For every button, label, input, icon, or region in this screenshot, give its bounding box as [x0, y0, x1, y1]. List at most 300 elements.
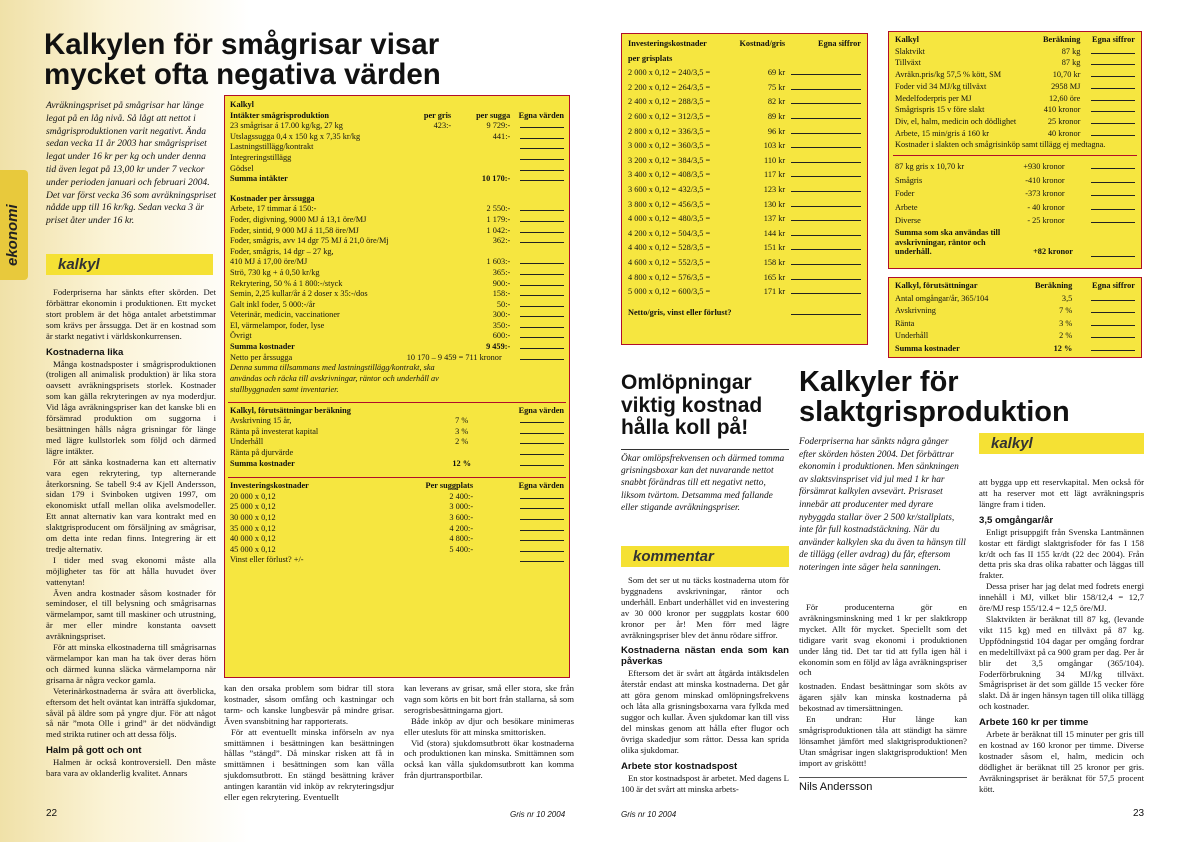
table-cell: 25 000 x 0,12 [230, 502, 276, 512]
col-header: per gris [423, 110, 452, 120]
subheading: Arbete stor kostnadspost [621, 760, 738, 772]
fill-in-line[interactable] [520, 492, 564, 499]
col-header: per sugga [476, 110, 511, 120]
title-line: viktig kostnad [621, 393, 763, 417]
kalkyl-label-right: kalkyl [979, 433, 1144, 454]
table-cell: 350:- [492, 320, 511, 330]
table-row [893, 293, 1137, 306]
table-row [228, 226, 566, 237]
table-row [893, 46, 1137, 58]
table-row [228, 121, 566, 132]
table-row [893, 128, 1137, 140]
calc-box-forutsattning [888, 277, 1142, 358]
table-cell: - 25 kronor [1027, 216, 1065, 226]
fill-in-line[interactable] [791, 214, 861, 221]
table-cell: 5 000 x 0,12 = 600/3,5 = [628, 287, 711, 297]
table-cell: 4 200 x 0,12 = 504/3,5 = [628, 228, 711, 238]
calc-box-invest [621, 33, 868, 345]
fill-in-line[interactable] [1091, 82, 1135, 89]
footer-right: Gris nr 10 2004 [621, 810, 677, 819]
table-cell: 103 kr [763, 141, 786, 151]
table-cell: Smågris [895, 175, 923, 185]
table-cell: 4 800:- [449, 534, 474, 544]
table-cell: 1 179:- [486, 214, 511, 224]
left-title [44, 30, 441, 89]
invest-table [626, 37, 863, 320]
summary-row [893, 228, 1137, 257]
col-header: Egna siffror [1092, 35, 1135, 44]
table-cell: Medelfoderpris per MJ [895, 93, 972, 103]
table-row [893, 330, 1137, 343]
table-cell: 410 kronor [1043, 105, 1081, 115]
fill-in-line[interactable] [520, 448, 564, 455]
table-cell: 1 603:- [486, 257, 511, 267]
table-cell: 3 % [1059, 318, 1073, 328]
fill-in-line[interactable] [520, 524, 564, 531]
fill-in-line[interactable] [520, 279, 564, 286]
table-row [893, 201, 1137, 215]
fill-in-line[interactable] [520, 310, 564, 317]
table-cell: 12 % [1053, 343, 1073, 353]
table-cell: 2 % [1059, 331, 1073, 341]
table-row [228, 132, 566, 143]
table-row [893, 318, 1137, 331]
table-cell: 2 400:- [449, 491, 474, 501]
col-header: Kalkyl [895, 35, 919, 44]
fill-in-line[interactable] [1091, 117, 1135, 124]
fill-in-line[interactable] [791, 273, 861, 280]
table-cell: Netto/gris, vinst eller förlust? [628, 307, 732, 317]
table-cell: Avskrivning [895, 306, 936, 316]
table-cell: Övrigt [230, 331, 252, 341]
fill-in-line[interactable] [1091, 47, 1135, 54]
table-cell: 3 800 x 0,12 = 456/3,5 = [628, 199, 711, 209]
col-header: Per suggplats [425, 481, 474, 491]
table-row [228, 279, 566, 290]
fill-in-line[interactable] [1091, 344, 1135, 351]
table-cell: Avräkn.pris/kg 57,5 % kött, SM [895, 70, 1002, 80]
slaktgris-column-2 [979, 477, 1144, 795]
table-cell: 10 170 – 9 459 = 711 kronor [406, 352, 502, 362]
fill-in-line[interactable] [520, 427, 564, 434]
title-line: Kalkyler för [799, 366, 959, 398]
table-cell: Antal omgångar/år, 365/104 [895, 293, 989, 303]
table-row [228, 153, 566, 164]
fill-in-line[interactable] [520, 289, 564, 296]
table-row [228, 416, 566, 427]
paragraph: Eftersom det är svårt att åtgärda intäktsdelen återstår endast att minska kostnaderna. Det går att göra genom minskad omlöpningsfrekvens och låta alla grisningsboxarna vara fylkda med suggor och kullar. Även sjukdomar kan till viss del minskas genom att hålla efter flugor och övriga skadedjur som råttor. Dessa kan sprida olika sjukdomar. [621, 668, 789, 755]
section-heading: Intäkter smågrisproduktion [230, 110, 330, 120]
kalkyl-label-left: kalkyl [46, 254, 213, 275]
table-cell: 171 kr [763, 287, 786, 297]
table-cell: Utslagssugga 0,4 x 150 kg x 7,35 kr/kg [230, 131, 361, 141]
table-row [626, 198, 863, 213]
table-cell: Foder [895, 189, 915, 199]
fill-in-line[interactable] [791, 185, 861, 192]
fill-in-line[interactable] [1091, 306, 1135, 313]
fill-in-line[interactable] [520, 545, 564, 552]
fill-in-line[interactable] [520, 502, 564, 509]
table-row [228, 534, 566, 545]
table-row [893, 81, 1137, 93]
table-cell: 10 170:- [481, 174, 511, 184]
table-row [228, 459, 566, 470]
table-row [626, 110, 863, 125]
paragraph: kan den orsaka problem som bidrar till stora kostnader, såsom omfång och kastningar och tarm- och kanske lungbesvär på mindre grisar. Även svansbitning har rapporterats. [224, 683, 394, 726]
table-cell: 2 800 x 0,12 = 336/3,5 = [628, 126, 711, 136]
fill-in-line[interactable] [1091, 216, 1135, 223]
fill-in-line[interactable] [791, 97, 861, 104]
subheading: Halm på gott och ont [46, 745, 142, 757]
table-row [228, 448, 566, 459]
table-row [228, 142, 566, 153]
table-row [626, 125, 863, 140]
table-row [228, 215, 566, 226]
fill-in-line[interactable] [1091, 94, 1135, 101]
footer-left: Gris nr 10 2004 [510, 810, 566, 819]
table-row [228, 300, 566, 311]
table-cell: -410 kronor [1025, 175, 1065, 185]
forutsattning-table [893, 280, 1137, 356]
fill-in-line[interactable] [520, 459, 564, 466]
table-row [626, 271, 863, 286]
table-row [893, 160, 1137, 174]
subheading: Arbete 160 kr per timme [979, 717, 1089, 729]
fill-in-line[interactable] [520, 142, 564, 149]
col-header: Investeringskostnader [628, 39, 707, 48]
paragraph: Halmen är också kontroversiell. Den måste bara vara av oklanderlig kvalitet. Annars [46, 757, 216, 779]
table-cell: Summa kostnader [230, 342, 295, 352]
fill-in-line[interactable] [520, 236, 564, 243]
table-row [228, 437, 566, 448]
table-cell: 3 % [455, 426, 469, 436]
fill-in-line[interactable] [1091, 58, 1135, 65]
table-cell: 7 % [1059, 306, 1073, 316]
fill-in-line[interactable] [1091, 250, 1135, 257]
table-cell: 23 smågrisar á 17.00 kg/kg, 27 kg [230, 121, 343, 131]
calc-box-smagris [224, 95, 570, 678]
table-row [626, 66, 863, 81]
table-row [626, 306, 863, 321]
table-row [893, 305, 1137, 318]
table-cell: 130 kr [763, 199, 786, 209]
table-row [893, 187, 1137, 201]
fill-in-line[interactable] [1091, 319, 1135, 326]
table-cell: Arbete, 15 min/gris á 160 kr [895, 128, 990, 138]
table-cell: 40 000 x 0,12 [230, 534, 276, 544]
paragraph: Som det ser ut nu täcks kostnaderna utom för byggnadens avskrivningar, räntor och underhåll. Enbart underhållet vid en investering av 30 000 kronor per suggplats kostar 600 kronor per år! Men förr med lägre avräkningspriser blev det ännu rödare siffror. [621, 575, 789, 640]
table-cell: 2 000 x 0,12 = 240/3,5 = [628, 68, 711, 78]
table-row [228, 513, 566, 524]
table-row [626, 154, 863, 169]
fill-in-line[interactable] [520, 153, 564, 160]
table-cell: 2 550:- [486, 204, 511, 214]
table-cell: 20 000 x 0,12 [230, 491, 276, 501]
paragraph: Både inköp av djur och besökare minimeras eller utesluts för att minska smittorisken. [404, 715, 574, 737]
fill-in-line[interactable] [791, 83, 861, 90]
fill-in-line[interactable] [1091, 331, 1135, 338]
fill-in-line[interactable] [520, 353, 564, 360]
paragraph: En stor kostnadspost är arbetet. Med dagens L 100 är det svårt att minska arbets- [621, 772, 789, 794]
fill-in-line[interactable] [1091, 203, 1135, 210]
table-cell: 4 400 x 0,12 = 528/3,5 = [628, 243, 711, 253]
page-number-right: 23 [1133, 808, 1145, 819]
table-cell: 25 kronor [1047, 116, 1081, 126]
page-number-left: 22 [46, 808, 58, 819]
table-row [228, 427, 566, 438]
fill-in-line[interactable] [791, 112, 861, 119]
fill-in-line[interactable] [520, 174, 564, 181]
slakt-table-result [893, 160, 1137, 228]
col-header: Beräkning [1034, 281, 1073, 290]
table-cell: 3 600 x 0,12 = 432/3,5 = [628, 184, 711, 194]
table-cell: Foder, smågris, 14 dgr – 27 kg, [230, 246, 334, 256]
table-cell: - 40 kronor [1027, 202, 1065, 212]
fill-in-line[interactable] [791, 156, 861, 163]
table-row [893, 93, 1137, 105]
table-cell: 600:- [492, 331, 511, 341]
paragraph: För att eventuellt minska införseln av nya smittämnen i besättningen kan besättningen hållas ”stängd”. Då minskar risken att få in smittämnen i besättningen som kan vålla sjukdomsutbrott. En stängd besättning kräver antingen karantän vid inköp av rekryteringsdjur eller egen rekrytering. Eventuellt [224, 726, 394, 803]
omlopning-lead: Ökar omlöpsfrekvensen och därmed tomma grisningsboxar kan det nuvarande nettot snabbt förändras till ett negativt netto, liksom tvärtom. Detsamma med fallande eller stigande avräkningspriser. [621, 454, 785, 513]
fill-in-line[interactable] [520, 513, 564, 520]
table-row [626, 168, 863, 183]
table-cell: 96 kr [767, 126, 786, 136]
fill-in-line[interactable] [791, 308, 861, 315]
fill-in-line[interactable] [520, 555, 564, 562]
table-cell: 30 000 x 0,12 [230, 512, 276, 522]
table-row [228, 236, 566, 247]
table-cell: 4 000 x 0,12 = 480/3,5 = [628, 214, 711, 224]
left-title-line1: Kalkylen för smågrisar visar [44, 28, 440, 61]
table-row [228, 257, 566, 268]
paragraph: kostnaden. Endast besättningar som sköts av ägaren själv kan minska kostnaderna på bekostnad av timersättningen. [799, 681, 967, 714]
omlopning-column [621, 575, 789, 795]
fill-in-line[interactable] [1091, 70, 1135, 77]
table-row [626, 183, 863, 198]
slaktgris-lead: Foderpriserna har sänkts några gånger efter skörden hösten 2004. Det förbättrar ekonomin i produktionen. Men sänkningen av slaktsvinspriset vid jul med 1 kr har försämrat kalkylen avsevärt. Prisraset innebär att producenter med dyrare nybyggda stallar över 2 500 kr/stallplats, inte får full kostnadstäckning. När du använder kalkylen ska du även ta hänsyn till de tillägg (eller avdrag) du får, eftersom noteringen inte säger hela sanningen. [799, 437, 966, 573]
paragraph: Arbete är beräknat till 15 minuter per gris till en kostnad av 160 kronor per timme. Diverse kostnader såsom el, halm, medicin och dödlighet är beräknat till 25 kronor per gris. Avräkningspriset är beräknat för 57,5 procent kött. [979, 729, 1144, 794]
table-row [228, 204, 566, 215]
fill-in-line[interactable] [791, 229, 861, 236]
table-cell: 117 kr [764, 170, 786, 180]
table-cell: Rekrytering, 50 % á 1 800:-/styck [230, 278, 343, 288]
fill-in-line[interactable] [791, 200, 861, 207]
fill-in-line[interactable] [520, 416, 564, 423]
table-row [228, 310, 566, 321]
table-cell: 158:- [492, 289, 511, 299]
table-cell: -373 kronor [1025, 189, 1065, 199]
table-cell: 144 kr [763, 228, 786, 238]
table-row [893, 174, 1137, 188]
table-cell: Summa kostnader [895, 343, 960, 353]
col-header: Egna siffror [1092, 281, 1135, 290]
fill-in-line[interactable] [791, 68, 861, 75]
left-title-line2: mycket ofta negativa värden [44, 57, 441, 91]
fill-in-line[interactable] [520, 226, 564, 233]
fill-in-line[interactable] [1091, 176, 1135, 183]
title-line: Omlöpningar [621, 371, 752, 394]
author-byline: Nils Andersson [799, 781, 873, 793]
table-cell [405, 132, 453, 143]
table-cell: Vinst eller förlust? +/- [230, 555, 304, 565]
table-row [626, 95, 863, 110]
fill-in-line[interactable] [520, 215, 564, 222]
subheading: Kostnaderna lika [46, 346, 124, 358]
table-row [228, 353, 566, 364]
paragraph: Även andra kostnader såsom kostnader för semindoser, el till belysning och smågrisarnas värmelampor, samt till maskiner och utrustning, är mer eller mindre konstanta oavsett avräkningspriset. [46, 587, 216, 642]
table-cell: 362:- [492, 236, 511, 246]
table-cell: 2 200 x 0,12 = 264/3,5 = [628, 82, 711, 92]
fill-in-line[interactable] [791, 243, 861, 250]
table-cell: 4 200:- [449, 523, 474, 533]
paragraph: Vid (stora) sjukdomsutbrott ökar kostnaderna och produktionen kan minska. Smittämnen som också kan vålla sjukdomsutbrott kan komma från djurtransportbilar. [404, 737, 574, 781]
table-cell: El, värmelampor, foder, lyse [230, 320, 325, 330]
col-subheader: per grisplats [628, 53, 673, 63]
fill-in-line[interactable] [791, 258, 861, 265]
table-cell: Gödsel [230, 163, 254, 173]
table-row [228, 502, 566, 513]
table-cell: Summa intäkter [230, 174, 288, 184]
table-cell: 2 % [455, 437, 469, 447]
table-cell: Lastningstillägg/kontrakt [230, 142, 314, 152]
title-line: hålla koll på! [621, 416, 749, 439]
table-cell: Strö, 730 kg + á 0,50 kr/kg [230, 267, 320, 277]
fill-in-line[interactable] [520, 132, 564, 139]
fill-in-line[interactable] [1091, 189, 1135, 196]
col-header: Egna värden [518, 481, 564, 491]
paragraph: Dessa priser har jag delat med fodrets energi innehåll i MJ, vilket blir 158/12,4 = 12,7 öre/MJ resp 155/12.4 = 12,5 öre/MJ. [979, 581, 1144, 614]
table-cell: Summa kostnader [230, 458, 295, 468]
box-title: Kalkyl [230, 100, 254, 109]
table-cell: Foder, smågris, avv 14 dgr 75 MJ á 21,0 öre/Mj [230, 236, 389, 246]
table-cell: 137 kr [763, 214, 786, 224]
table-cell: Arbete [895, 202, 918, 212]
box-note: Denna summa tillsammans med lastningstillägg/kontrakt, ska användas och räcka till avskrivningar, räntor och underhåll av stallbyggnaden samt inventarier. [230, 363, 439, 394]
table-cell: Underhåll [230, 437, 264, 447]
table-cell: 40 kronor [1047, 128, 1081, 138]
table-cell: 300:- [492, 310, 511, 320]
calc-table-invest [228, 481, 566, 566]
table-cell: 35 000 x 0,12 [230, 523, 276, 533]
table-row [893, 214, 1137, 228]
table-cell: 9 729:- [486, 121, 511, 131]
table-cell: 365:- [492, 267, 511, 277]
table-cell: 423:- [433, 121, 452, 131]
table-cell: 10,70 kr [1052, 70, 1081, 80]
divider [621, 449, 789, 450]
paragraph: För att sänka kostnaderna kan ett alternativ vara egen rekrytering, typ alternerande återkorsning. Se tabell 9:4 av Kjell Andersson, sidan 179 i Svinboken utgiven 1997, om ekonomiskt utfall mellan olika avelsmodeller. Ett annat alternativ kan vara kontrakt med en slaktgrisproducent om försäljning av smågrisar, om detta inte redan finns. Integrering är ett tredje alternativ. [46, 456, 216, 554]
fill-in-line[interactable] [520, 268, 564, 275]
calc-box-slaktgris [888, 31, 1142, 269]
fill-in-line[interactable] [520, 321, 564, 328]
table-cell: 82 kr [767, 97, 786, 107]
table-row [228, 164, 566, 175]
slakt-table [893, 34, 1137, 151]
table-cell: 12 % [452, 458, 472, 468]
slaktgris-title [799, 368, 1070, 427]
table-cell: Netto per årssugga [230, 352, 293, 362]
table-cell: 75 kr [767, 82, 786, 92]
fill-in-line[interactable] [520, 204, 564, 211]
table-cell: 123 kr [763, 184, 786, 194]
paragraph: För producenterna gör en avräkningsminskning med 1 kr per slaktkropp mycket. Allt för mycket. Speciellt som det tidigare varit svag ekonomi i produktionen under lång tid. Det tar tid att fylla igen hål i ekonomin som en följd av låga avräkningspriser och [799, 602, 967, 678]
table-cell: 9 459:- [486, 342, 511, 352]
table-row [228, 268, 566, 279]
table-cell: +930 kronor [1023, 162, 1065, 172]
fill-in-line[interactable] [791, 170, 861, 177]
table-cell: 1 042:- [486, 225, 511, 235]
table-cell: 110 kr [764, 155, 786, 165]
table-row [228, 555, 566, 566]
fill-in-line[interactable] [520, 121, 564, 128]
col-header: Egna siffror [818, 39, 861, 48]
table-row [893, 104, 1137, 116]
table-row [893, 69, 1137, 81]
fill-in-line[interactable] [520, 164, 564, 171]
summary-label: Summa som ska användas till avskrivningar, räntor och underhåll. [895, 228, 1001, 257]
fill-in-line[interactable] [520, 257, 564, 264]
table-cell: Foder vid 34 MJ/kg tillväxt [895, 81, 987, 91]
fill-in-line[interactable] [1091, 129, 1135, 136]
table-cell: 2 600 x 0,12 = 312/3,5 = [628, 111, 711, 121]
table-row [626, 81, 863, 96]
fill-in-line[interactable] [520, 437, 564, 444]
fill-in-line[interactable] [791, 287, 861, 294]
table-cell: Underhåll [895, 331, 929, 341]
paragraph: kan leverans av grisar, små eller stora, ske från vagn som körts en bit bort från stallarna, så som serogrisbesättningarna gjort. [404, 683, 574, 715]
table-cell: Semin, 2,25 kullar/år á 2 doser x 35:-/dos [230, 289, 368, 299]
fill-in-line[interactable] [1091, 294, 1135, 301]
table-cell: 158 kr [763, 257, 786, 267]
table-cell: 165 kr [763, 272, 786, 282]
table-row [626, 139, 863, 154]
table-row [228, 545, 566, 556]
slaktgris-column-1 [799, 602, 967, 769]
table-row [626, 285, 863, 300]
table-cell: 441:- [492, 131, 511, 141]
table-cell: 87 kg [1061, 46, 1081, 56]
calc-table-intakter [228, 100, 566, 363]
fill-in-line[interactable] [520, 300, 564, 307]
table-cell: Tillväxt [895, 58, 921, 68]
table-cell: 2 400 x 0,12 = 288/3,5 = [628, 97, 711, 107]
section-tab [0, 170, 28, 280]
col-header: Egna värden [518, 110, 564, 120]
fill-in-line[interactable] [791, 141, 861, 148]
col-header: Kostnad/gris [739, 39, 786, 48]
kommentar-label: kommentar [621, 546, 789, 567]
fill-in-line[interactable] [520, 331, 564, 338]
table-row [228, 342, 566, 353]
paragraph: I tider med svag ekonomi måste alla möjligheter tas för att hålla huvudet över vattenytan! [46, 554, 216, 587]
fill-in-line[interactable] [1091, 162, 1135, 169]
author-divider [799, 777, 967, 778]
table-row [228, 247, 566, 258]
table-cell: Veterinär, medicin, vaccinationer [230, 310, 340, 320]
fill-in-line[interactable] [1091, 105, 1135, 112]
table-row [893, 343, 1137, 356]
table-row [228, 289, 566, 300]
calc-table-forutsattning [228, 406, 566, 470]
col-header: Kalkyl, förutsättningar [895, 281, 978, 290]
table-row [893, 116, 1137, 128]
table-cell: 410 MJ á 17,00 öre/MJ [230, 257, 308, 267]
col-header: Egna värden [518, 405, 564, 415]
fill-in-line[interactable] [520, 342, 564, 349]
table-cell: 3 200 x 0,12 = 384/3,5 = [628, 155, 711, 165]
fill-in-line[interactable] [791, 127, 861, 134]
fill-in-line[interactable] [520, 534, 564, 541]
